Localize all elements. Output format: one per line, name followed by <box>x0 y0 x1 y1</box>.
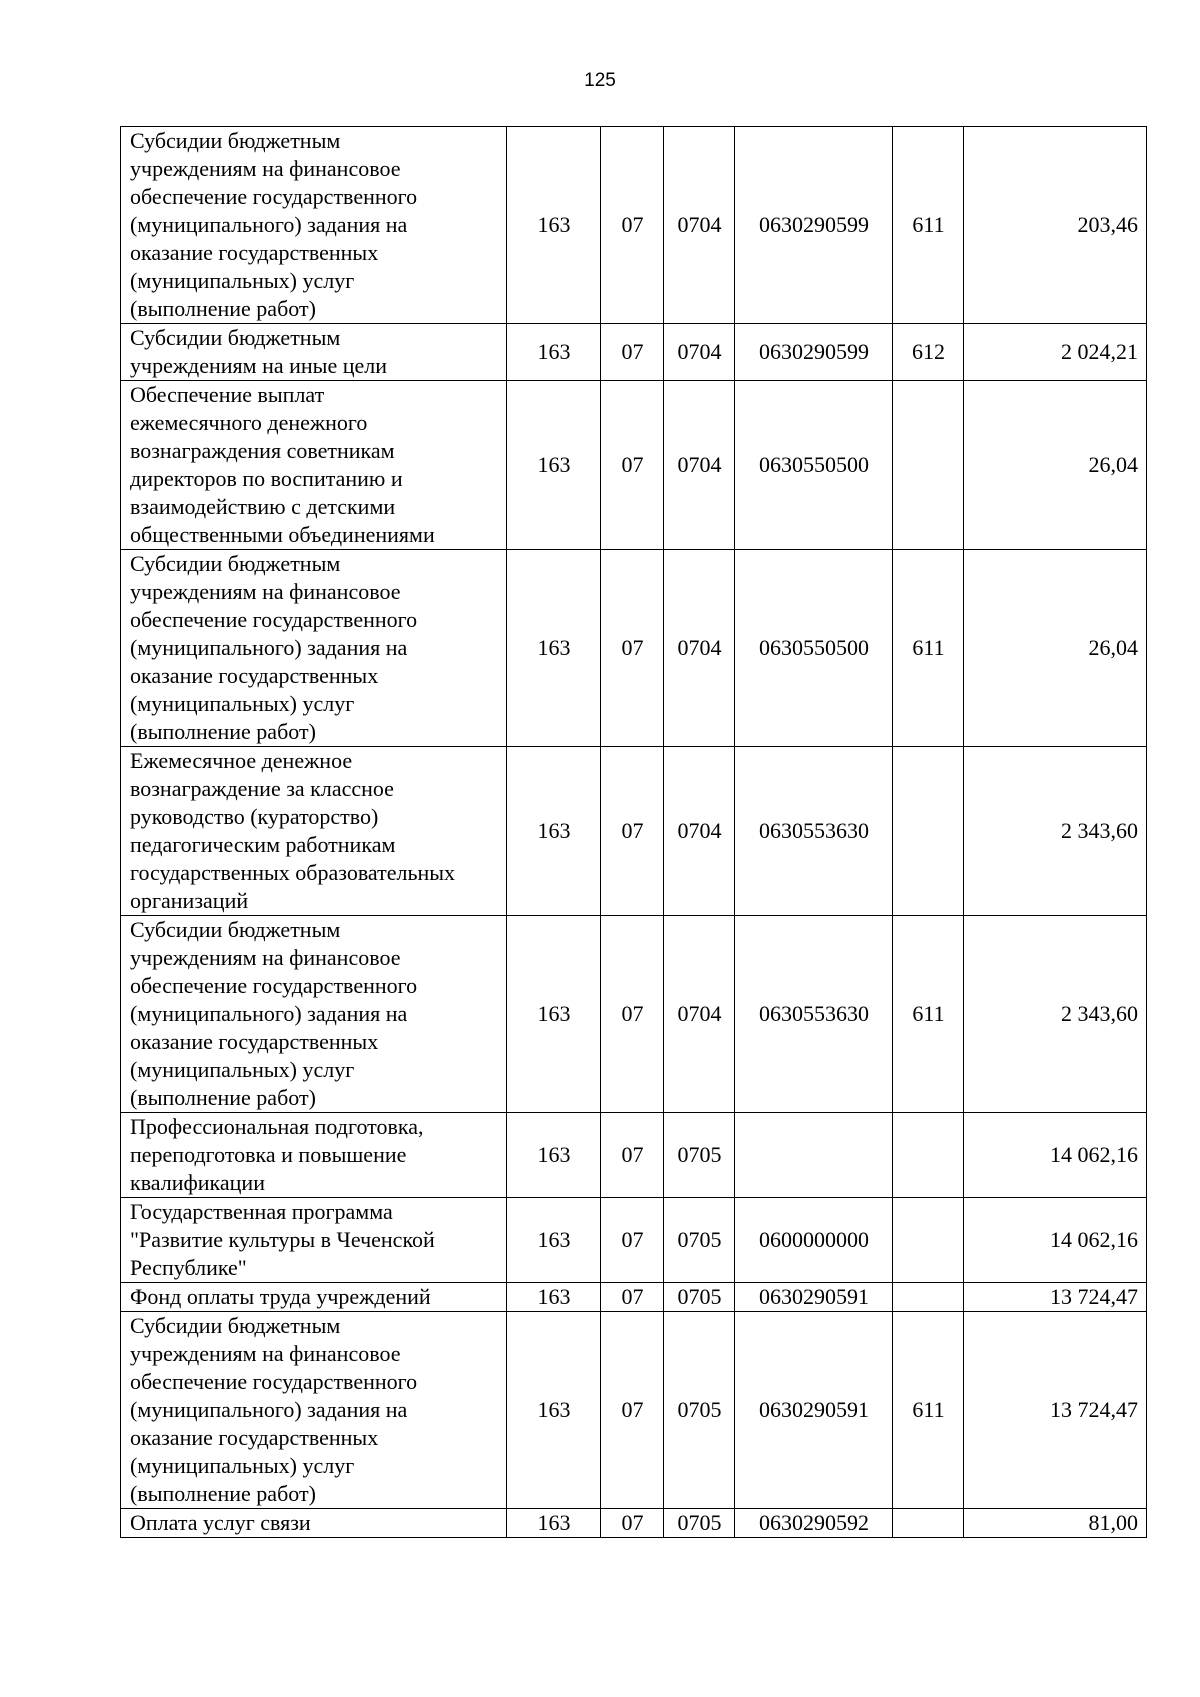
amount: 26,04 <box>964 550 1147 747</box>
section-code: 07 <box>601 747 664 916</box>
target-article-code <box>735 1113 893 1198</box>
table-row <box>121 1198 1147 1283</box>
grbs-code: 163 <box>507 916 601 1113</box>
expense-type-code: 612 <box>893 324 964 381</box>
grbs-code: 163 <box>507 1283 601 1312</box>
expense-name: Ежемесячное денежное вознаграждение за классное руководство (кураторство) педагогическим работникам государственных образовательных организаций <box>121 747 507 916</box>
expense-type-code <box>893 747 964 916</box>
budget-table <box>120 126 1147 1538</box>
target-article-code: 0630290599 <box>735 127 893 324</box>
target-article-code: 0630290591 <box>735 1312 893 1509</box>
expense-type-code <box>893 1198 964 1283</box>
grbs-code: 163 <box>507 1509 601 1538</box>
subsection-code: 0704 <box>664 747 735 916</box>
expense-name: Субсидии бюджетным учреждениям на финансовое обеспечение государственного (муниципального) задания на оказание государственных (муниципальных) услуг (выполнение работ) <box>121 127 507 324</box>
subsection-code: 0704 <box>664 127 735 324</box>
table-row <box>121 550 1147 747</box>
section-code: 07 <box>601 550 664 747</box>
expense-name: Оплата услуг связи <box>121 1509 507 1538</box>
amount: 13 724,47 <box>964 1312 1147 1509</box>
expense-type-code <box>893 1509 964 1538</box>
table-row <box>121 1113 1147 1198</box>
section-code: 07 <box>601 1509 664 1538</box>
expense-type-code: 611 <box>893 550 964 747</box>
amount: 2 343,60 <box>964 747 1147 916</box>
table-row <box>121 381 1147 550</box>
subsection-code: 0705 <box>664 1283 735 1312</box>
grbs-code: 163 <box>507 127 601 324</box>
target-article-code: 0630550500 <box>735 381 893 550</box>
expense-name: Субсидии бюджетным учреждениям на финансовое обеспечение государственного (муниципального) задания на оказание государственных (муниципальных) услуг (выполнение работ) <box>121 916 507 1113</box>
table-row <box>121 1312 1147 1509</box>
section-code: 07 <box>601 324 664 381</box>
page-number: 125 <box>584 70 616 91</box>
table-row <box>121 916 1147 1113</box>
grbs-code: 163 <box>507 1198 601 1283</box>
section-code: 07 <box>601 916 664 1113</box>
amount: 81,00 <box>964 1509 1147 1538</box>
expense-type-code <box>893 381 964 550</box>
expense-name: Субсидии бюджетным учреждениям на финансовое обеспечение государственного (муниципального) задания на оказание государственных (муниципальных) услуг (выполнение работ) <box>121 1312 507 1509</box>
expense-type-code <box>893 1113 964 1198</box>
grbs-code: 163 <box>507 550 601 747</box>
target-article-code: 0630290599 <box>735 324 893 381</box>
subsection-code: 0704 <box>664 381 735 550</box>
section-code: 07 <box>601 1113 664 1198</box>
target-article-code: 0630290591 <box>735 1283 893 1312</box>
table-row <box>121 1509 1147 1538</box>
section-code: 07 <box>601 1198 664 1283</box>
target-article-code: 0630553630 <box>735 916 893 1113</box>
expense-name: Обеспечение выплат ежемесячного денежного вознаграждения советникам директоров по воспитанию и взаимодействию с детскими общественными объединениями <box>121 381 507 550</box>
subsection-code: 0704 <box>664 324 735 381</box>
expense-type-code: 611 <box>893 127 964 324</box>
expense-type-code <box>893 1283 964 1312</box>
subsection-code: 0705 <box>664 1198 735 1283</box>
amount: 14 062,16 <box>964 1113 1147 1198</box>
target-article-code: 0630550500 <box>735 550 893 747</box>
expense-name: Профессиональная подготовка, переподготовка и повышение квалификации <box>121 1113 507 1198</box>
grbs-code: 163 <box>507 381 601 550</box>
expense-name: Субсидии бюджетным учреждениям на иные цели <box>121 324 507 381</box>
subsection-code: 0704 <box>664 916 735 1113</box>
expense-name: Фонд оплаты труда учреждений <box>121 1283 507 1312</box>
amount: 2 024,21 <box>964 324 1147 381</box>
expense-name: Субсидии бюджетным учреждениям на финансовое обеспечение государственного (муниципального) задания на оказание государственных (муниципальных) услуг (выполнение работ) <box>121 550 507 747</box>
table-row <box>121 1283 1147 1312</box>
budget-table-body <box>121 127 1147 1538</box>
subsection-code: 0704 <box>664 550 735 747</box>
section-code: 07 <box>601 127 664 324</box>
amount: 14 062,16 <box>964 1198 1147 1283</box>
subsection-code: 0705 <box>664 1113 735 1198</box>
subsection-code: 0705 <box>664 1509 735 1538</box>
target-article-code: 0630553630 <box>735 747 893 916</box>
amount: 13 724,47 <box>964 1283 1147 1312</box>
section-code: 07 <box>601 1283 664 1312</box>
expense-type-code: 611 <box>893 1312 964 1509</box>
amount: 203,46 <box>964 127 1147 324</box>
target-article-code: 0600000000 <box>735 1198 893 1283</box>
amount: 26,04 <box>964 381 1147 550</box>
subsection-code: 0705 <box>664 1312 735 1509</box>
grbs-code: 163 <box>507 1113 601 1198</box>
target-article-code: 0630290592 <box>735 1509 893 1538</box>
grbs-code: 163 <box>507 747 601 916</box>
expense-type-code: 611 <box>893 916 964 1113</box>
table-row <box>121 747 1147 916</box>
amount: 2 343,60 <box>964 916 1147 1113</box>
section-code: 07 <box>601 1312 664 1509</box>
grbs-code: 163 <box>507 324 601 381</box>
grbs-code: 163 <box>507 1312 601 1509</box>
expense-name: Государственная программа "Развитие культуры в Чеченской Республике" <box>121 1198 507 1283</box>
table-row <box>121 127 1147 324</box>
section-code: 07 <box>601 381 664 550</box>
table-row <box>121 324 1147 381</box>
